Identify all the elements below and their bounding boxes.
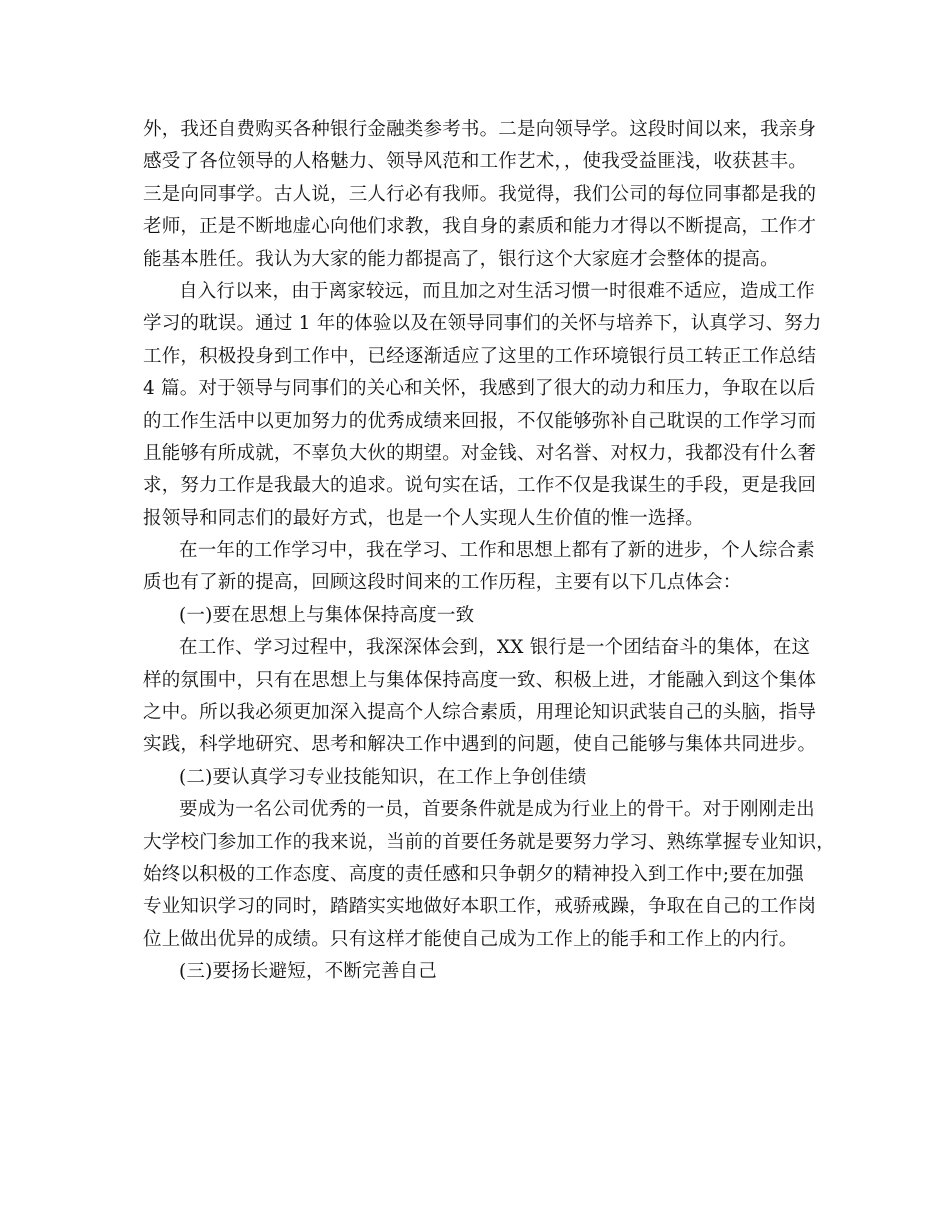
text-line: 能基本胜任。我认为大家的能力都提高了，银行这个大家庭才会整体的提高。 — [143, 248, 779, 270]
text-line: 位上做出优异的成绩。只有这样才能使自己成为工作上的能手和工作上的内行。 — [143, 928, 798, 950]
text-line: 感受了各位领导的人格魅力、领导风范和工作艺术，，使我受益匪浅，收获甚丰。 — [143, 151, 807, 173]
text-line: 的工作生活中以更加努力的优秀成绩来回报，不仅能够弥补自己耽误的工作学习而 — [143, 410, 817, 432]
text-line: 专业知识学习的同时，踏踏实实地做好本职工作，戒骄戒躁，争取在自己的工作岗 — [143, 896, 817, 918]
text-line: 实践，科学地研究、思考和解决工作中遇到的问题，使自己能够与集体共同进步。 — [143, 734, 817, 756]
text-line: 之中。所以我必须更加深入提高个人综合素质，用理论知识武装自己的头脑，指导 — [143, 702, 817, 724]
text-line: 始终以积极的工作态度、高度的责任感和只争朝夕的精神投入到工作中;要在加强 — [143, 863, 804, 885]
text-line: (三)要扬长避短，不断完善自己 — [179, 961, 437, 983]
text-line: 在一年的工作学习中，我在学习、工作和思想上都有了新的进步，个人综合素 — [179, 540, 815, 562]
text-line: 三是向同事学。古人说，三人行必有我师。我觉得，我们公司的每位同事都是我的 — [143, 183, 817, 205]
text-line: 求，努力工作是我最大的追求。说句实在话，工作不仅是我谋生的手段，更是我回 — [143, 475, 817, 497]
text-line: 4 篇。对于领导与同事们的关心和关怀，我感到了很大的动力和压力，争取在以后 — [143, 378, 816, 400]
text-line: 质也有了新的提高，回顾这段时间来的工作历程，主要有以下几点体会： — [143, 572, 742, 594]
text-line: 外，我还自费购买各种银行金融类参考书。二是向领导学。这段时间以来，我亲身 — [143, 119, 817, 140]
text-line: 在工作、学习过程中，我深深体会到，XX 银行是一个团结奋斗的集体，在这 — [179, 637, 811, 659]
text-line: 且能够有所成就，不辜负大伙的期望。对金钱、对名誉、对权力，我都没有什么奢 — [143, 442, 817, 464]
text-line: (一)要在思想上与集体保持高度一致 — [179, 604, 475, 626]
text-line: 学习的耽误。通过 1 年的体验以及在领导同事们的关怀与培养下，认真学习、努力 — [143, 313, 822, 335]
text-line: 工作，积极投身到工作中，已经逐渐适应了这里的工作环境银行员工转正工作总结 — [143, 345, 817, 367]
text-line: 报领导和同志们的最好方式，也是一个人实现人生价值的惟一选择。 — [143, 507, 705, 529]
text-line: 要成为一名公司优秀的一员，首要条件就是成为行业上的骨干。对于刚刚走出 — [179, 799, 815, 821]
text-line: 老师，正是不断地虚心向他们求教，我自身的素质和能力才得以不断提高，工作才 — [143, 216, 817, 238]
text-line: 大学校门参加工作的我来说，当前的首要任务就是要努力学习、熟练掌握专业知识， — [143, 831, 835, 853]
text-line: 样的氛围中，只有在思想上与集体保持高度一致、积极上进，才能融入到这个集体 — [143, 669, 817, 691]
body-text — [143, 114, 835, 989]
text-line: 自入行以来，由于离家较远，而且加之对生活习惯一时很难不适应，造成工作 — [179, 280, 815, 302]
text-line: (二)要认真学习专业技能知识，在工作上争创佳绩 — [179, 766, 587, 788]
